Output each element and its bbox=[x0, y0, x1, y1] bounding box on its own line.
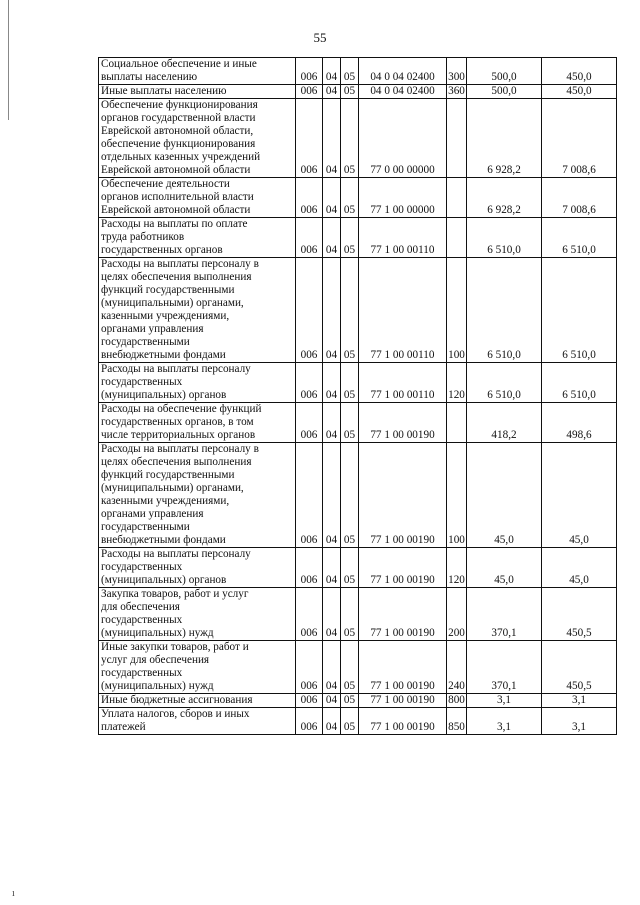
cell-target-article: 77 0 00 00000 bbox=[359, 99, 447, 178]
left-margin-line bbox=[8, 0, 9, 120]
cell-subsection: 05 bbox=[341, 443, 359, 548]
cell-grbs: 006 bbox=[296, 58, 323, 85]
budget-table bbox=[98, 57, 617, 735]
cell-subsection: 05 bbox=[341, 58, 359, 85]
cell-grbs: 006 bbox=[296, 588, 323, 641]
cell-target-article: 77 1 00 00190 bbox=[359, 588, 447, 641]
cell-amount-2: 6 510,0 bbox=[542, 218, 617, 258]
cell-grbs: 006 bbox=[296, 178, 323, 218]
cell-section: 04 bbox=[323, 99, 341, 178]
cell-section: 04 bbox=[323, 363, 341, 403]
row-name: Иные закупки товаров, работ и услуг для обеспечения государственных (муниципальных) нужд bbox=[99, 641, 296, 694]
cell-amount-1: 500,0 bbox=[467, 58, 542, 85]
row-name: Расходы на выплаты персоналу государственных (муниципальных) органов bbox=[99, 548, 296, 588]
row-name: Расходы на выплаты персоналу в целях обеспечения выполнения функций государственными (муниципальными) органами, казенными учреждениями, органами управления государственными внебюджетными фондами bbox=[99, 258, 296, 363]
cell-grbs: 006 bbox=[296, 641, 323, 694]
cell-amount-2: 6 510,0 bbox=[542, 258, 617, 363]
row-name: Расходы на обеспечение функций государственных органов, в том числе территориальных органов bbox=[99, 403, 296, 443]
table-body bbox=[99, 58, 617, 735]
cell-target-article: 04 0 04 02400 bbox=[359, 85, 447, 99]
cell-expense-type bbox=[447, 403, 467, 443]
row-name: Обеспечение функционирования органов государственной власти Еврейской автономной области, обеспечение функционирования отдельных казенных учреждений Еврейской автономной области bbox=[99, 99, 296, 178]
cell-grbs: 006 bbox=[296, 85, 323, 99]
cell-amount-2: 3,1 bbox=[542, 694, 617, 708]
cell-section: 04 bbox=[323, 58, 341, 85]
cell-expense-type: 300 bbox=[447, 58, 467, 85]
cell-expense-type: 200 bbox=[447, 588, 467, 641]
row-name: Обеспечение деятельности органов исполнительной власти Еврейской автономной области bbox=[99, 178, 296, 218]
cell-amount-2: 450,0 bbox=[542, 58, 617, 85]
cell-section: 04 bbox=[323, 708, 341, 735]
cell-amount-1: 45,0 bbox=[467, 548, 542, 588]
cell-subsection: 05 bbox=[341, 641, 359, 694]
table-row bbox=[99, 694, 617, 708]
cell-section: 04 bbox=[323, 694, 341, 708]
cell-amount-1: 3,1 bbox=[467, 694, 542, 708]
cell-grbs: 006 bbox=[296, 218, 323, 258]
cell-subsection: 05 bbox=[341, 548, 359, 588]
cell-expense-type bbox=[447, 218, 467, 258]
cell-amount-2: 450,0 bbox=[542, 85, 617, 99]
table-row bbox=[99, 548, 617, 588]
cell-target-article: 77 1 00 00190 bbox=[359, 708, 447, 735]
cell-target-article: 77 1 00 00110 bbox=[359, 363, 447, 403]
cell-amount-1: 418,2 bbox=[467, 403, 542, 443]
cell-grbs: 006 bbox=[296, 258, 323, 363]
table-row bbox=[99, 178, 617, 218]
page-number: 55 bbox=[313, 30, 327, 45]
cell-grbs: 006 bbox=[296, 443, 323, 548]
cell-grbs: 006 bbox=[296, 694, 323, 708]
cell-target-article: 77 1 00 00190 bbox=[359, 403, 447, 443]
cell-grbs: 006 bbox=[296, 548, 323, 588]
cell-expense-type: 100 bbox=[447, 258, 467, 363]
cell-expense-type: 850 bbox=[447, 708, 467, 735]
cell-expense-type: 240 bbox=[447, 641, 467, 694]
cell-grbs: 006 bbox=[296, 363, 323, 403]
cell-target-article: 77 1 00 00110 bbox=[359, 258, 447, 363]
cell-section: 04 bbox=[323, 443, 341, 548]
cell-amount-1: 6 510,0 bbox=[467, 218, 542, 258]
cell-section: 04 bbox=[323, 258, 341, 363]
cell-subsection: 05 bbox=[341, 403, 359, 443]
cell-subsection: 05 bbox=[341, 85, 359, 99]
cell-subsection: 05 bbox=[341, 218, 359, 258]
table-row bbox=[99, 588, 617, 641]
cell-amount-2: 450,5 bbox=[542, 641, 617, 694]
cell-expense-type: 120 bbox=[447, 363, 467, 403]
cell-amount-1: 500,0 bbox=[467, 85, 542, 99]
table-row bbox=[99, 403, 617, 443]
cell-section: 04 bbox=[323, 85, 341, 99]
cell-section: 04 bbox=[323, 548, 341, 588]
cell-amount-1: 6 510,0 bbox=[467, 363, 542, 403]
row-name: Уплата налогов, сборов и иных платежей bbox=[99, 708, 296, 735]
cell-section: 04 bbox=[323, 588, 341, 641]
cell-subsection: 05 bbox=[341, 99, 359, 178]
row-name: Социальное обеспечение и иные выплаты населению bbox=[99, 58, 296, 85]
table-row bbox=[99, 443, 617, 548]
cell-target-article: 77 1 00 00110 bbox=[359, 218, 447, 258]
cell-expense-type: 360 bbox=[448, 85, 465, 97]
table-row bbox=[99, 85, 617, 99]
table-row bbox=[99, 99, 617, 178]
cell-target-article: 77 1 00 00190 bbox=[359, 641, 447, 694]
cell-target-article: 04 0 04 02400 bbox=[359, 58, 447, 85]
cell-subsection: 05 bbox=[341, 588, 359, 641]
cell-subsection: 05 bbox=[341, 363, 359, 403]
cell-amount-2: 7 008,6 bbox=[542, 178, 617, 218]
cell-expense-type: 100 bbox=[447, 443, 467, 548]
row-name: Расходы на выплаты по оплате труда работников государственных органов bbox=[99, 218, 296, 258]
cell-grbs: 006 bbox=[296, 99, 323, 178]
row-name: Иные бюджетные ассигнования bbox=[99, 694, 296, 708]
cell-subsection: 05 bbox=[341, 258, 359, 363]
cell-amount-1: 6 510,0 bbox=[467, 258, 542, 363]
cell-subsection: 05 bbox=[341, 694, 359, 708]
cell-amount-2: 6 510,0 bbox=[542, 363, 617, 403]
cell-expense-type: 120 bbox=[447, 548, 467, 588]
cell-amount-2: 7 008,6 bbox=[542, 99, 617, 178]
cell-expense-type: 800 bbox=[448, 694, 465, 706]
table-row bbox=[99, 58, 617, 85]
cell-target-article: 77 1 00 00190 bbox=[359, 694, 447, 708]
cell-amount-2: 450,5 bbox=[542, 588, 617, 641]
cell-amount-1: 370,1 bbox=[467, 641, 542, 694]
row-name: Расходы на выплаты персоналу в целях обеспечения выполнения функций государственными (муниципальными) органами, казенными учреждениями, органами управления государственными внебюджетными фондами bbox=[99, 443, 296, 548]
cell-amount-2: 45,0 bbox=[542, 443, 617, 548]
cell-subsection: 05 bbox=[341, 708, 359, 735]
cell-subsection: 05 bbox=[341, 178, 359, 218]
cell-amount-2: 498,6 bbox=[542, 403, 617, 443]
table-row bbox=[99, 258, 617, 363]
cell-amount-1: 3,1 bbox=[467, 708, 542, 735]
cell-target-article: 77 1 00 00190 bbox=[359, 443, 447, 548]
cell-section: 04 bbox=[323, 403, 341, 443]
cell-amount-1: 45,0 bbox=[467, 443, 542, 548]
cell-amount-2: 45,0 bbox=[542, 548, 617, 588]
row-name: Закупка товаров, работ и услуг для обеспечения государственных (муниципальных) нужд bbox=[99, 588, 296, 641]
cell-target-article: 77 1 00 00000 bbox=[359, 178, 447, 218]
cell-section: 04 bbox=[323, 218, 341, 258]
cell-section: 04 bbox=[323, 178, 341, 218]
cell-expense-type bbox=[447, 178, 467, 218]
table-row bbox=[99, 218, 617, 258]
table-row bbox=[99, 363, 617, 403]
table-row bbox=[99, 708, 617, 735]
cell-grbs: 006 bbox=[296, 403, 323, 443]
row-name: Расходы на выплаты персоналу государственных (муниципальных) органов bbox=[99, 363, 296, 403]
cell-amount-1: 6 928,2 bbox=[467, 99, 542, 178]
cell-amount-1: 6 928,2 bbox=[467, 178, 542, 218]
cell-grbs: 006 bbox=[296, 708, 323, 735]
cell-amount-1: 370,1 bbox=[467, 588, 542, 641]
cell-expense-type bbox=[447, 99, 467, 178]
table-row bbox=[99, 641, 617, 694]
margin-mark: ı bbox=[12, 888, 15, 899]
row-name: Иные выплаты населению bbox=[99, 85, 296, 99]
cell-target-article: 77 1 00 00190 bbox=[359, 548, 447, 588]
cell-section: 04 bbox=[323, 641, 341, 694]
cell-amount-2: 3,1 bbox=[542, 708, 617, 735]
